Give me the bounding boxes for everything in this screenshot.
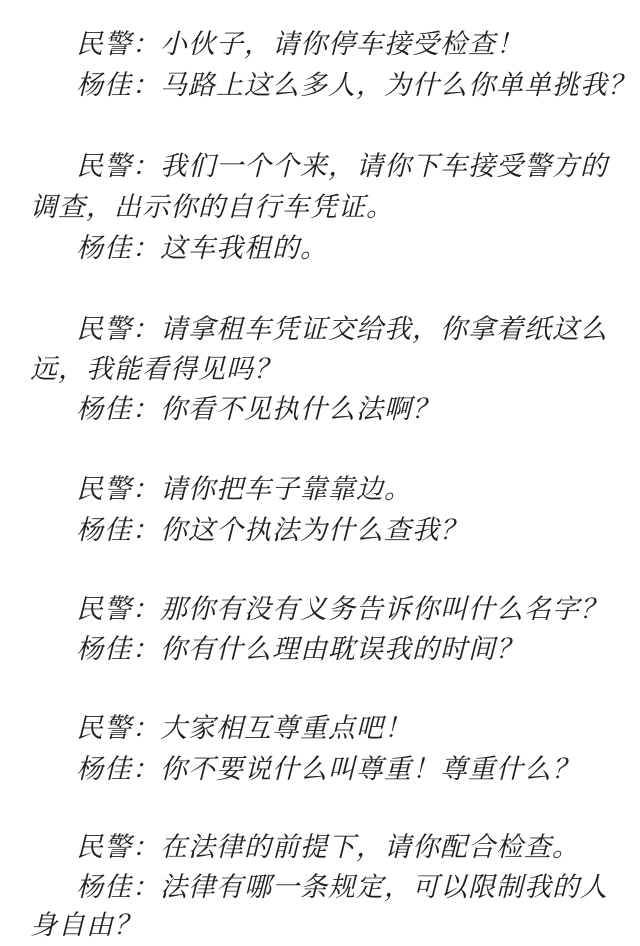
dialogue-line: 民警：小伙子，请你停车接受检查！ xyxy=(76,29,524,60)
dialogue-line: 民警：请你把车子靠靠边。 xyxy=(76,474,412,505)
dialogue-line: 民警：在法律的前提下，请你配合检查。 xyxy=(76,832,580,863)
dialogue-line-continuation: 远，我能看得见吗？ xyxy=(30,354,282,385)
dialogue-line-continuation: 身自由？ xyxy=(30,910,142,941)
dialogue-line: 杨佳：马路上这么多人，为什么你单单挑我？ xyxy=(76,70,636,101)
dialogue-line: 民警：大家相互尊重点吧！ xyxy=(76,713,412,744)
dialogue-line: 杨佳：你不要说什么叫尊重！尊重什么？ xyxy=(76,754,580,785)
dialogue-line: 民警：我们一个个来，请你下车接受警方的 xyxy=(76,151,608,182)
dialogue-line: 杨佳：这车我租的。 xyxy=(76,233,328,264)
dialogue-line: 杨佳：你有什么理由耽误我的时间？ xyxy=(76,634,524,665)
dialogue-line: 民警：请拿租车凭证交给我，你拿着纸这么 xyxy=(76,314,608,345)
dialogue-line: 杨佳：你这个执法为什么查我？ xyxy=(76,515,468,546)
dialogue-line: 杨佳：法律有哪一条规定，可以限制我的人 xyxy=(76,872,608,903)
dialogue-line-continuation: 调查，出示你的自行车凭证。 xyxy=(30,192,394,223)
dialogue-line: 民警：那你有没有义务告诉你叫什么名字？ xyxy=(76,594,608,625)
dialogue-line: 杨佳：你看不见执什么法啊？ xyxy=(76,394,440,425)
